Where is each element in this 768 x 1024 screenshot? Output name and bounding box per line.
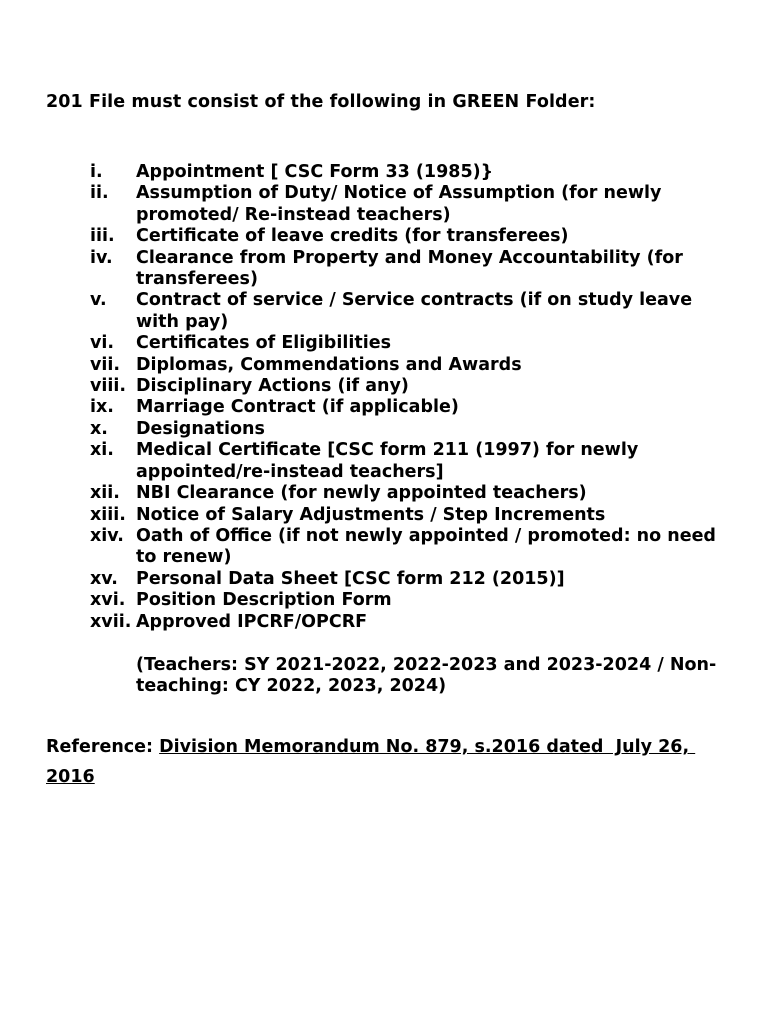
list-item-text: Assumption of Duty/ Notice of Assumption (for newly promoted/ Re-instead teachers) [136, 183, 662, 225]
list-item [90, 590, 730, 611]
list-item [90, 226, 730, 247]
list-item-number: iii. [90, 226, 115, 247]
requirements-list [90, 162, 730, 633]
list-item-number: xvii. [90, 611, 132, 632]
list-item-number: xii. [90, 483, 120, 504]
list-item-text: Appointment [ CSC Form 33 (1985)} [136, 162, 494, 182]
list-item-text: Designations [136, 418, 265, 439]
list-item [90, 419, 730, 440]
reference-memorandum-link[interactable]: Division Memorandum No. 879, s.2016 dated July 26, 2016 [46, 737, 696, 787]
list-item-text: Position Description Form [136, 590, 392, 611]
list-item-number: ix. [90, 397, 114, 418]
list-item-text: Medical Certificate [CSC form 211 (1997) for newly appointed/re-instead teachers] [136, 440, 639, 482]
list-item-number: xv. [90, 568, 118, 589]
list-item-number: xiii. [90, 504, 126, 525]
list-item-number: xvi. [90, 590, 126, 611]
list-item-text: Certificates of Eligibilities [136, 333, 391, 354]
list-item [90, 483, 730, 504]
reference-label: Reference: [46, 737, 160, 757]
reference-line [46, 732, 736, 792]
list-item [90, 290, 730, 333]
list-item-number: x. [90, 418, 108, 439]
list-item-number: xi. [90, 440, 114, 461]
list-item-number: ii. [90, 183, 109, 204]
list-item-text: Clearance from Property and Money Accountability (for transferees) [136, 247, 683, 290]
list-item-number: vii. [90, 354, 121, 375]
list-item-number: i. [90, 162, 103, 182]
list-item-number: vi. [90, 333, 115, 354]
list-item-text: Notice of Salary Adjustments / Step Increments [136, 504, 606, 525]
list-item-number: iv. [90, 247, 113, 268]
list-item [90, 569, 730, 590]
list-item [90, 333, 730, 354]
list-item-text: Oath of Office (if not newly appointed / promoted: no need to renew) [136, 525, 716, 568]
list-item [90, 397, 730, 418]
list-item-text: Marriage Contract (if applicable) [136, 397, 459, 418]
list-item-number: viii. [90, 376, 127, 397]
list-item [90, 526, 730, 569]
page-title: 201 File must consist of the following in GREEN Folder: [46, 92, 596, 112]
list-item [90, 505, 730, 526]
list-item-text: Contract of service / Service contracts (if on study leave with pay) [136, 290, 693, 332]
list-item [90, 612, 730, 633]
list-item-text: Personal Data Sheet [CSC form 212 (2015)] [136, 568, 565, 589]
list-item [90, 440, 730, 483]
list-item-text: Disciplinary Actions (if any) [136, 376, 409, 397]
list-item [90, 162, 730, 183]
list-item-text: Diplomas, Commendations and Awards [136, 354, 522, 375]
list-item [90, 376, 730, 397]
list-item-text: Certificate of leave credits (for transferees) [136, 226, 569, 247]
list-item-text: Approved IPCRF/OPCRF [136, 611, 368, 632]
list-item-number: v. [90, 290, 107, 311]
list-item-number: xiv. [90, 525, 124, 546]
years-note: (Teachers: SY 2021-2022, 2022-2023 and 2023-2024 / Non-teaching: CY 2022, 2023, 2024) [136, 655, 717, 697]
list-item [90, 248, 730, 291]
list-item [90, 355, 730, 376]
list-item [90, 183, 730, 226]
list-item-text: NBI Clearance (for newly appointed teachers) [136, 483, 587, 504]
